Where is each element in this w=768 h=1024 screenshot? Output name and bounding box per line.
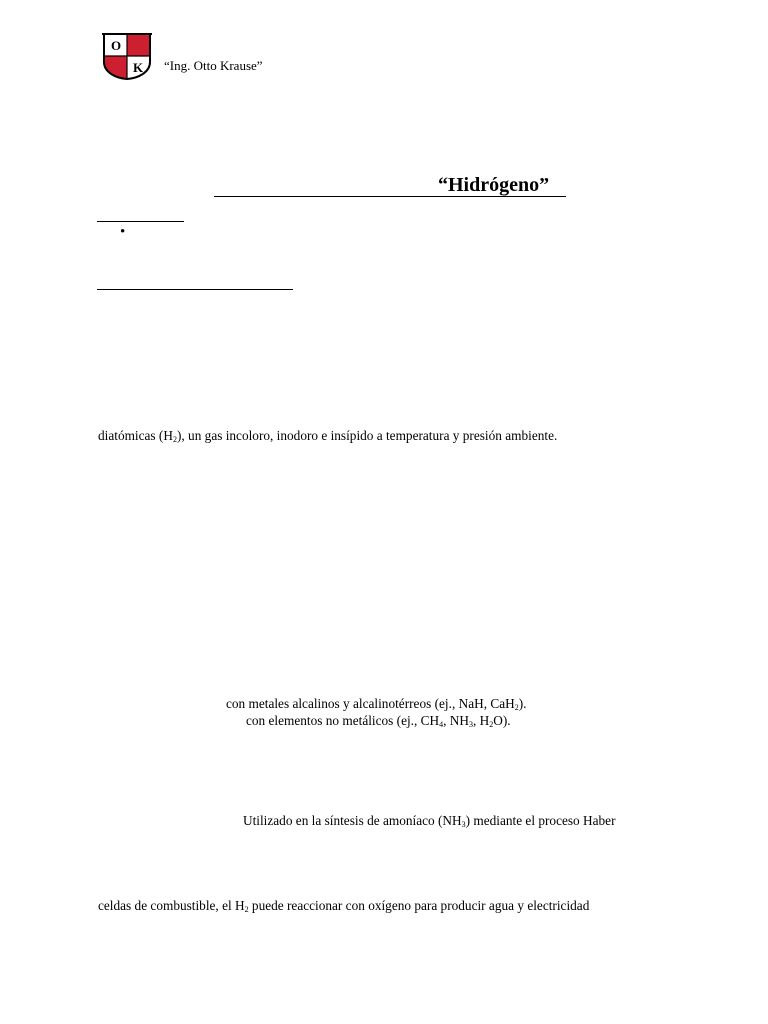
paragraph-ionic-hydrides: con metales alcalinos y alcalinotérreos (ej., NaH, CaH$_2$). [226, 696, 527, 712]
paragraph-ammonia-synthesis: Utilizado en la síntesis de amoníaco $(NH_3)$ mediante el proceso Haber [243, 813, 616, 829]
school-logo [101, 32, 153, 80]
document-title: “Hidrógeno” [438, 174, 550, 196]
paragraph-properties: diatómicas $(H_2)$, un gas incoloro, inodoro e insípido a temperatura y presión ambiente. [98, 428, 558, 444]
logo-letter-o: O [110, 38, 122, 53]
paragraph-covalent-hydrides: con elementos no metálicos (ej., $CH_4$, $NH_3$, $H_2O$). [246, 713, 511, 729]
paragraph-fuel-cells: celdas de combustible, el $H_2$ puede reaccionar con oxígeno para producir agua y electricidad [98, 898, 590, 914]
school-name: “Ing. Otto Krause” [164, 58, 263, 73]
section-rule [97, 221, 184, 222]
bullet: • [120, 224, 126, 240]
logo-letter-k: K [132, 60, 144, 75]
section-rule [97, 289, 293, 290]
